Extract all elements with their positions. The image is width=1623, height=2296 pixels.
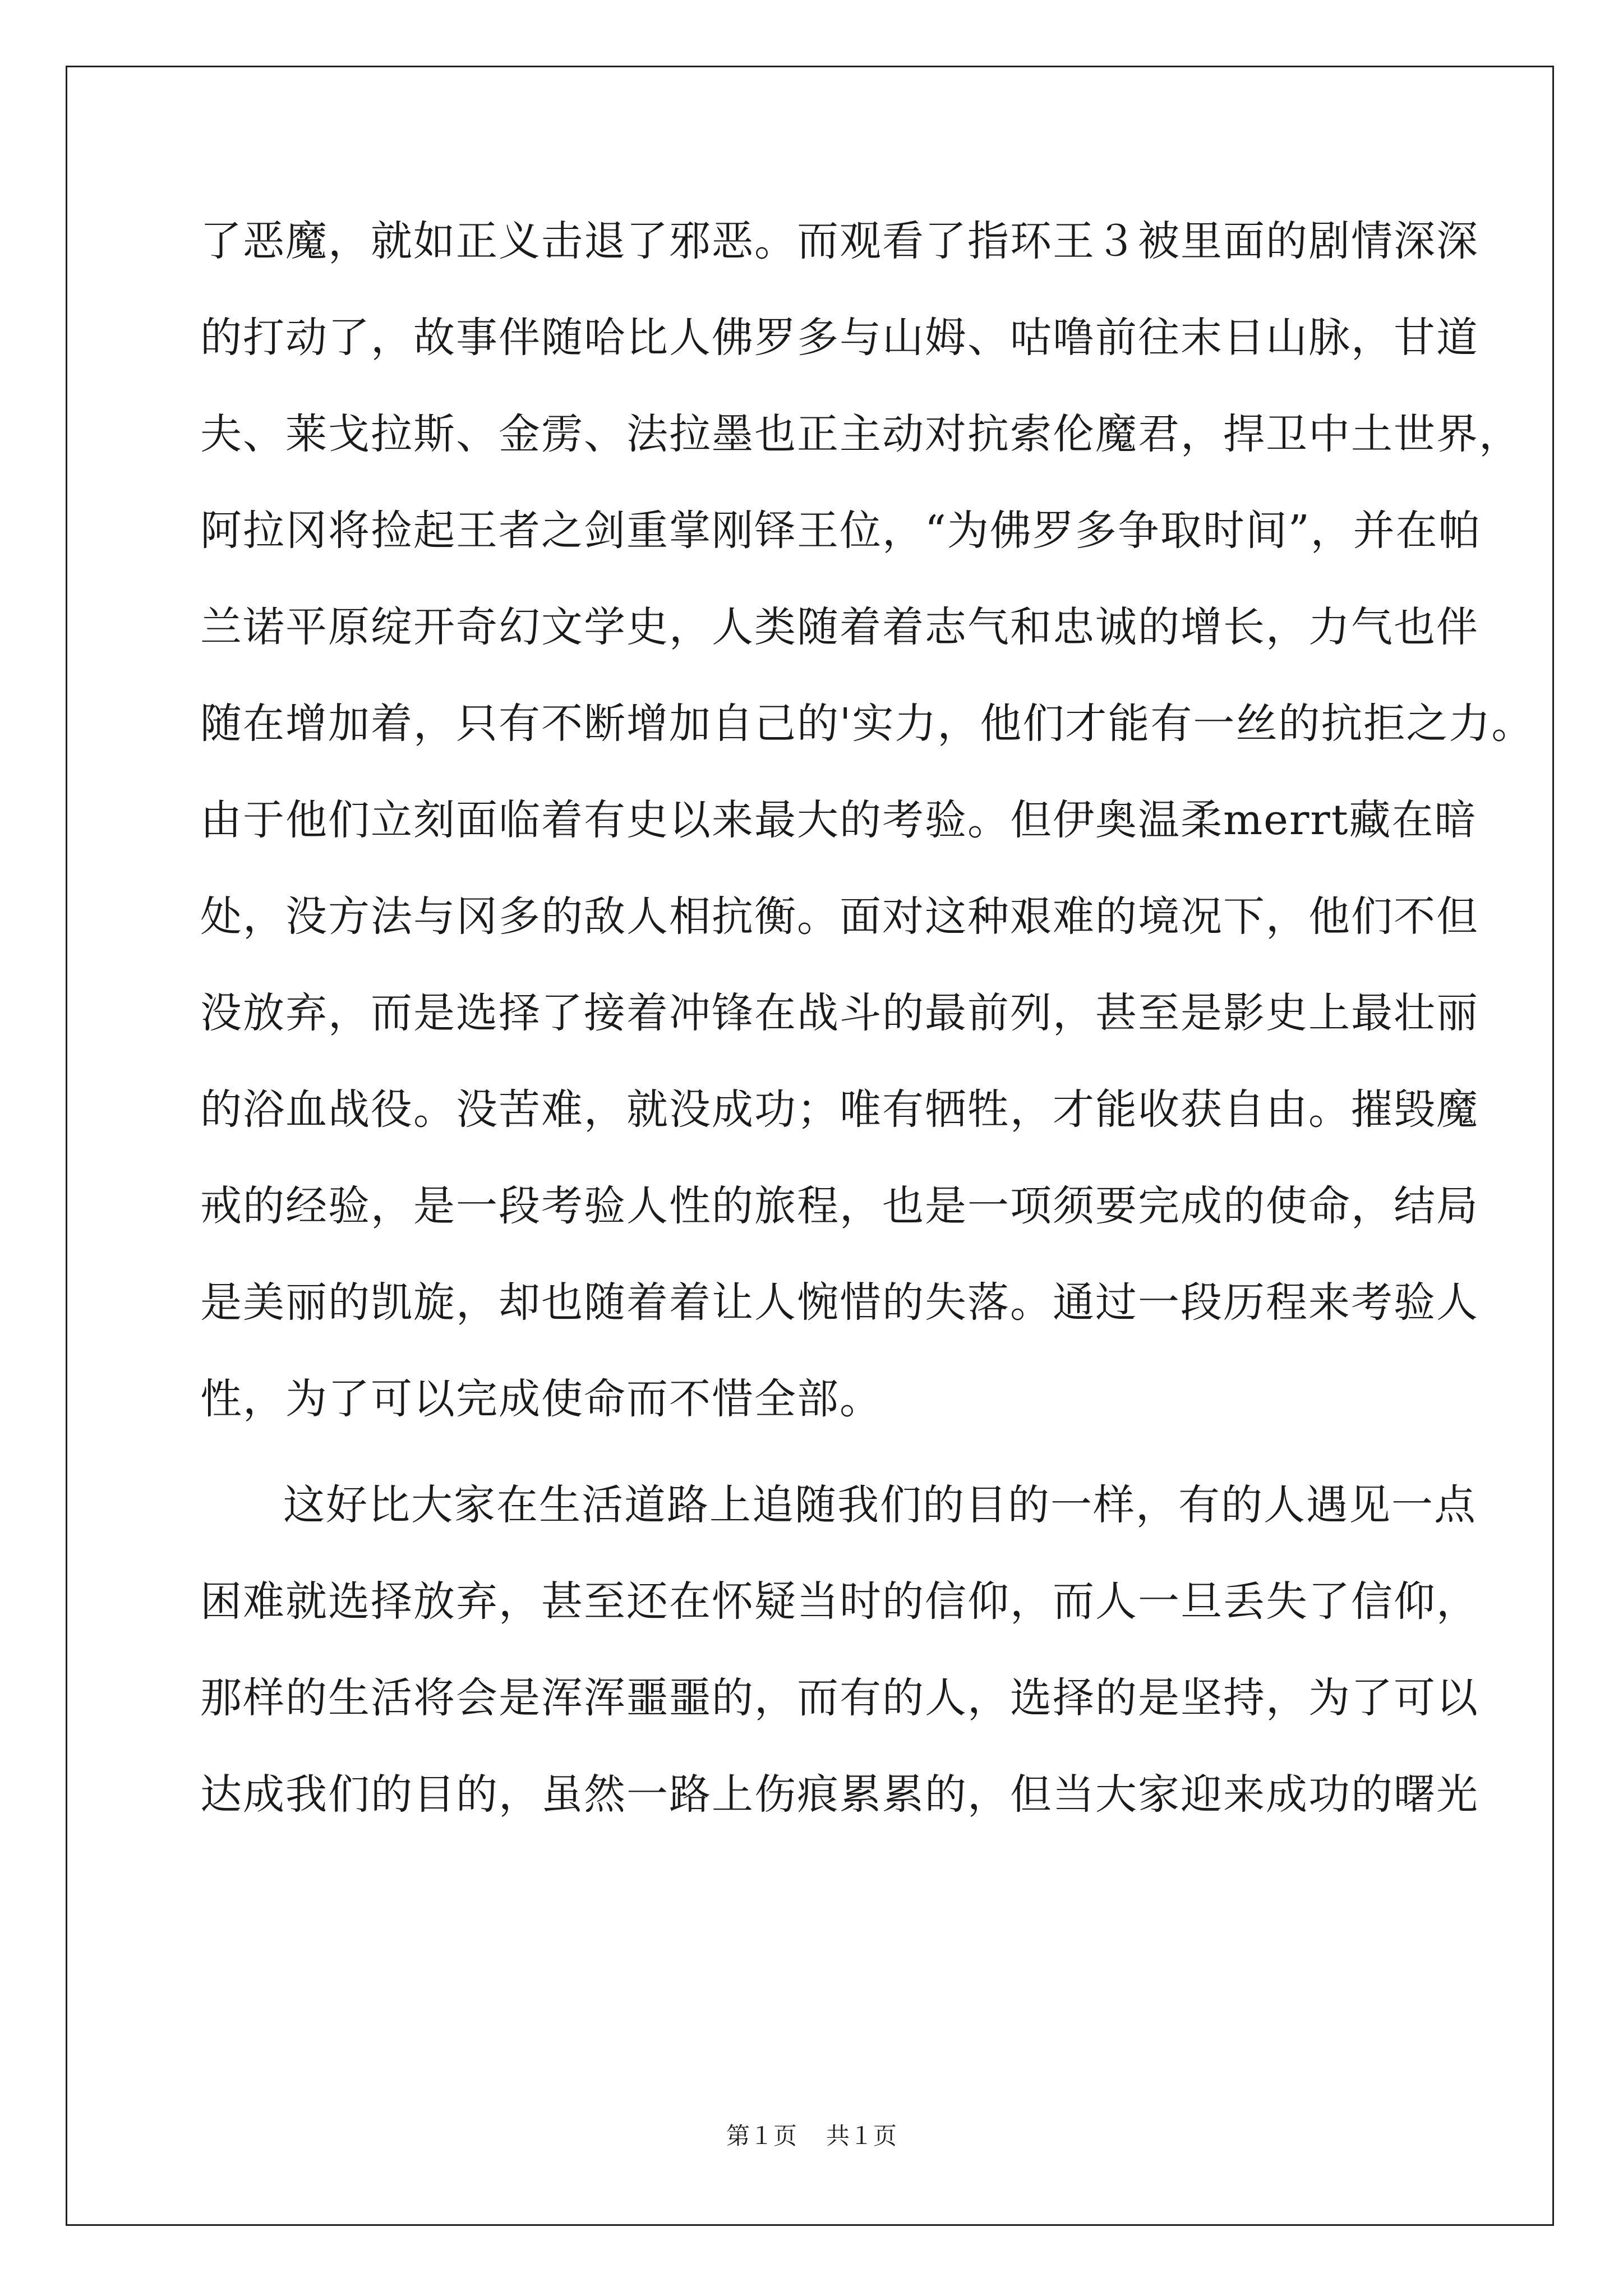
text-line: 达成我们的目的，虽然一路上伤痕累累的，但当大家迎来成功的曙光 — [200, 1770, 1479, 1819]
text-line: 那样的生活将会是浑浑噩噩的，而有的人，选择的是坚持，为了可以 — [200, 1674, 1479, 1722]
paragraph-first-line: 这好比大家在生活道路上追随我们的目的一样，有的人遇见一点 — [283, 1481, 1477, 1529]
text-line: 没放弃，而是选择了接着冲锋在战斗的最前列，甚至是影史上最壮丽 — [200, 989, 1479, 1037]
text-line: 困难就选择放弃，甚至还在怀疑当时的信仰，而人一旦丢失了信仰， — [200, 1577, 1479, 1626]
text-line: 阿拉冈将捡起王者之剑重掌刚铎王位，“为佛罗多争取时间”，并在帕 — [200, 507, 1481, 555]
text-line: 由于他们立刻面临着有史以来最大的考验。但伊奥温柔merrt藏在暗 — [200, 796, 1477, 844]
page-footer — [0, 2119, 1623, 2153]
text-line: 了恶魔，就如正义击退了邪恶。而观看了指环王３被里面的剧情深深 — [200, 217, 1479, 265]
page-border — [66, 66, 1554, 2226]
page-number-current: 第１页 — [726, 2122, 797, 2150]
page-number-total: 共１页 — [826, 2122, 897, 2150]
text-line: 随在增加着，只有不断增加自己的'实力，他们才能有一丝的抗拒之力。 — [200, 700, 1534, 748]
text-line: 兰诺平原绽开奇幻文学史，人类随着着志气和忠诚的增长，力气也伴 — [200, 603, 1479, 651]
text-line: 戒的经验，是一段考验人性的旅程，也是一项须要完成的使命，结局 — [200, 1182, 1479, 1230]
text-line: 是美丽的凯旋，却也随着着让人惋惜的失落。通过一段历程来考验人 — [200, 1278, 1479, 1327]
text-line: 处，没方法与冈多的敌人相抗衡。面对这种艰难的境况下，他们不但 — [200, 892, 1479, 941]
text-line: 的浴血战役。没苦难，就没成功；唯有牺牲，才能收获自由。摧毁魔 — [200, 1085, 1479, 1134]
text-line: 夫、莱戈拉斯、金雳、法拉墨也正主动对抗索伦魔君，捍卫中土世界， — [200, 410, 1521, 458]
text-line: 的打动了，故事伴随哈比人佛罗多与山姆、咕噜前往末日山脉，甘道 — [200, 314, 1479, 362]
text-line: 性，为了可以完成使命而不惜全部。 — [200, 1375, 882, 1423]
